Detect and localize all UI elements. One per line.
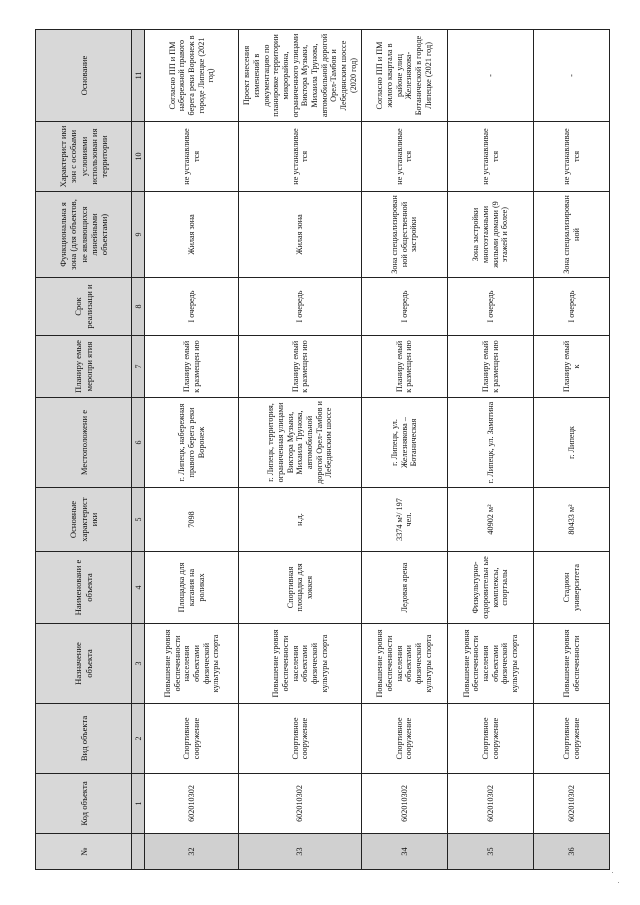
column-number <box>132 834 145 870</box>
column-number: 9 <box>132 192 145 278</box>
object-kind: Спортивное сооружение <box>361 704 447 774</box>
object-purpose: Повышение уровня обеспеченности населения объектами физической культуры спорта <box>145 624 239 704</box>
row-number: 36 <box>534 834 610 870</box>
object-kind: Спортивное сооружение <box>145 704 239 774</box>
implementation-term: I очередь <box>448 278 534 336</box>
object-characteristics: 40902 м² <box>448 488 534 552</box>
planned-activity: Планиру емый к размещен ию <box>239 336 362 398</box>
header-cell: Назначение объекта <box>36 624 132 704</box>
object-purpose: Повышение уровня обеспеченности населения объектами физической культуры спорта <box>361 624 447 704</box>
object-characteristics: 7098 <box>145 488 239 552</box>
object-purpose: Повышение уровня обеспеченности населения объектами физической культуры спорта <box>448 624 534 704</box>
basis: - <box>534 30 610 122</box>
object-location: г. Липецк <box>534 398 610 488</box>
planned-activity: Планиру емый к размещен ию <box>448 336 534 398</box>
row-number: 32 <box>145 834 239 870</box>
rotated-page <box>35 30 610 870</box>
object-name: Площадка для катания на роликах <box>145 552 239 624</box>
object-location: г. Липецк, ул. Замятина <box>448 398 534 488</box>
column-number: 6 <box>132 398 145 488</box>
object-code: 602010302 <box>534 774 610 834</box>
header-cell: Функциональна я зона (для объектов, не являющихся линейными объектами) <box>36 192 132 278</box>
object-purpose: Повышение уровня обеспеченности <box>534 624 610 704</box>
object-location: г. Липецк, территория, ограниченная улицами Виктора Музыки, Михаила Трунова, автомобильной дорогой Орел-Тамбов и Лебедянским шоссе <box>239 398 362 488</box>
planned-activity: Планиру емый к размещен ию <box>361 336 447 398</box>
object-location: г. Липецк, набережная правого берега реки Воронеж <box>145 398 239 488</box>
header-cell: Характерист ики зон с особыми условиями использован ия территории <box>36 122 132 192</box>
column-number: 10 <box>132 122 145 192</box>
table-row <box>239 30 362 870</box>
object-location: г. Липецк, ул. Железнякова – Ботаническая <box>361 398 447 488</box>
basis: Проект внесения изменений в документацию по планировке территории микрорайона, ограниченного улицами Виктора Музыки, Михаила Трунова, автомобильной дорогой Орел-Тамбов и Лебедянским шоссе (2020 год) <box>239 30 362 122</box>
column-number: 11 <box>132 30 145 122</box>
table-row <box>534 30 610 870</box>
implementation-term: I очередь <box>361 278 447 336</box>
functional-zone: Зона застройки многоэтажными жилыми домами (9 этажей и более) <box>448 192 534 278</box>
column-number: 1 <box>132 774 145 834</box>
data-table <box>35 29 610 870</box>
object-name: Спортивная площадка для хоккея <box>239 552 362 624</box>
object-characteristics: н.д. <box>239 488 362 552</box>
header-cell: Код объекта <box>36 774 132 834</box>
row-number: 34 <box>361 834 447 870</box>
planned-activity: Планиру емый к <box>534 336 610 398</box>
table-row <box>448 30 534 870</box>
header-cell: Срок реализаци и <box>36 278 132 336</box>
special-zone-characteristics: не устанавливае тся <box>145 122 239 192</box>
header-cell: Основание <box>36 30 132 122</box>
table-row <box>145 30 239 870</box>
object-name: Стадион университета <box>534 552 610 624</box>
row-number: 35 <box>448 834 534 870</box>
scan-speck <box>618 882 619 883</box>
header-cell: Местоположени е <box>36 398 132 488</box>
functional-zone: Зона специализирован ной <box>534 192 610 278</box>
special-zone-characteristics: не устанавливае тся <box>239 122 362 192</box>
column-number: 7 <box>132 336 145 398</box>
special-zone-characteristics: не устанавливае тся <box>361 122 447 192</box>
object-code: 602010302 <box>361 774 447 834</box>
special-zone-characteristics: не устанавливае тся <box>448 122 534 192</box>
column-number: 8 <box>132 278 145 336</box>
functional-zone: Жилая зона <box>145 192 239 278</box>
header-cell: Вид объекта <box>36 704 132 774</box>
object-kind: Спортивное сооружение <box>448 704 534 774</box>
functional-zone: Зона специализирован ной общественной застройки <box>361 192 447 278</box>
header-cell: № <box>36 834 132 870</box>
header-row <box>36 30 132 870</box>
object-name: Ледовая арена <box>361 552 447 624</box>
table-row <box>361 30 447 870</box>
implementation-term: I очередь <box>239 278 362 336</box>
object-code: 602010302 <box>448 774 534 834</box>
row-number: 33 <box>239 834 362 870</box>
functional-zone: Жилая зона <box>239 192 362 278</box>
implementation-term: I очередь <box>534 278 610 336</box>
column-number: 2 <box>132 704 145 774</box>
implementation-term: I очередь <box>145 278 239 336</box>
special-zone-characteristics: не устанавливае тся <box>534 122 610 192</box>
column-number: 4 <box>132 552 145 624</box>
scan-speck <box>612 872 613 873</box>
object-code: 602010302 <box>239 774 362 834</box>
object-name: Физкультурно-оздоровительн ые комплексы, спортзалы <box>448 552 534 624</box>
object-characteristics: 3374 м²/ 197 чел. <box>361 488 447 552</box>
column-number: 3 <box>132 624 145 704</box>
header-cell: Основные характерист ики <box>36 488 132 552</box>
basis: Согласно ПП и ПМ жилого квартала в районе улиц Железнякова-Ботанической в городе Липецке (2021 год) <box>361 30 447 122</box>
object-purpose: Повышение уровня обеспеченности населения объектами физической культуры спорта <box>239 624 362 704</box>
object-code: 602010302 <box>145 774 239 834</box>
basis: Согласно ПП и ПМ набережной правого берега реки Воронеж в городе Липецке (2021 год) <box>145 30 239 122</box>
object-characteristics: 80433 м² <box>534 488 610 552</box>
column-number-row <box>132 30 145 870</box>
object-kind: Спортивное сооружение <box>239 704 362 774</box>
header-cell: Планиру емые меропри ятия <box>36 336 132 398</box>
basis: - <box>448 30 534 122</box>
planned-activity: Планиру емый к размещен ию <box>145 336 239 398</box>
column-number: 5 <box>132 488 145 552</box>
object-kind: Спортивное сооружение <box>534 704 610 774</box>
header-cell: Наименовани е объекта <box>36 552 132 624</box>
